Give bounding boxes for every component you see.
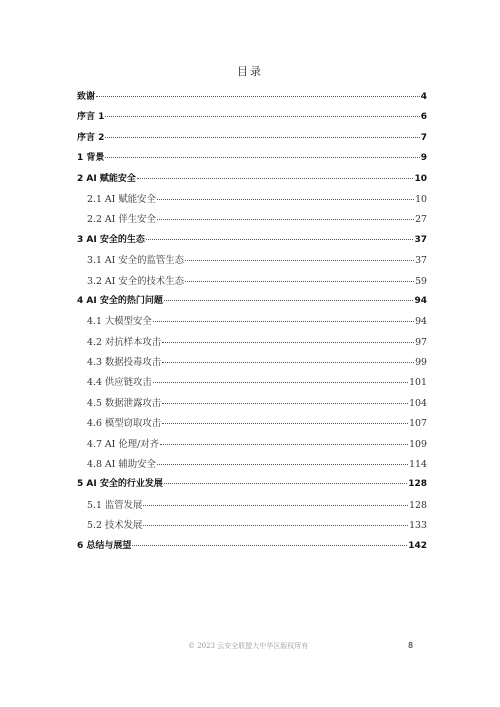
toc-entry-label: 6 总结与展望 <box>77 540 132 551</box>
toc-leader-dots <box>96 96 420 97</box>
toc-entry-label: 2 AI 赋能安全 <box>77 173 136 184</box>
toc-entry-page-number: 107 <box>409 418 427 430</box>
toc-leader-dots <box>157 464 408 465</box>
toc-entry-label: 4.7 AI 伦理/对齐 <box>87 438 160 450</box>
toc-entry-page-number: 94 <box>415 316 427 328</box>
footer-page-number: 8 <box>408 641 414 650</box>
toc-entry-page-number: 133 <box>409 520 427 532</box>
toc-entry-label: 1 背景 <box>77 153 105 164</box>
toc-entry-page-number: 37 <box>414 234 427 245</box>
toc-leader-dots <box>162 342 414 343</box>
toc-entry[interactable] <box>77 354 427 374</box>
toc-entry-page-number: 104 <box>409 397 427 409</box>
toc-leader-dots <box>146 239 414 240</box>
toc-entry[interactable] <box>77 232 427 252</box>
toc-entry[interactable] <box>77 334 427 354</box>
toc-entry-label: 4 AI 安全的热门问题 <box>77 295 163 306</box>
toc-entry[interactable] <box>77 395 427 415</box>
toc-entry-label: 4.4 供应链攻击 <box>87 377 152 389</box>
toc-entry[interactable] <box>77 273 427 293</box>
toc-entry[interactable] <box>77 191 427 211</box>
toc-entry[interactable] <box>77 476 427 496</box>
toc-entry-page-number: 6 <box>420 112 427 123</box>
toc-entry-page-number: 10 <box>415 193 427 205</box>
toc-entry[interactable] <box>77 171 427 191</box>
toc-leader-dots <box>132 545 407 546</box>
toc-entry-page-number: 128 <box>409 499 427 511</box>
toc-entry-label: 3 AI 安全的生态 <box>77 234 145 245</box>
toc-entry[interactable] <box>77 293 427 313</box>
toc-entry-page-number: 10 <box>414 173 427 184</box>
toc-leader-dots <box>162 423 408 424</box>
toc-leader-dots <box>164 300 414 301</box>
toc-entry-page-number: 59 <box>415 275 427 287</box>
toc-entry-page-number: 101 <box>409 377 427 389</box>
toc-leader-dots <box>143 505 408 506</box>
toc-entry-page-number: 97 <box>415 336 427 348</box>
toc-leader-dots <box>185 281 414 282</box>
toc-entry-label: 2.1 AI 赋能安全 <box>87 193 156 205</box>
toc-entry-label: 序言 1 <box>77 112 105 123</box>
toc-entry-page-number: 37 <box>415 255 427 267</box>
toc-entry-label: 4.5 数据泄露攻击 <box>87 397 162 409</box>
toc-leader-dots <box>105 157 419 158</box>
toc-leader-dots <box>160 444 408 445</box>
toc-entry-page-number: 114 <box>409 459 427 471</box>
toc-entry-label: 5 AI 安全的行业发展 <box>77 479 163 490</box>
table-of-contents <box>77 89 427 558</box>
toc-entry[interactable] <box>77 211 427 231</box>
toc-entry-page-number: 7 <box>420 132 427 143</box>
toc-leader-dots <box>185 260 414 261</box>
toc-entry[interactable] <box>77 374 427 394</box>
toc-leader-dots <box>157 199 414 200</box>
toc-entry-label: 4.8 AI 辅助安全 <box>87 459 156 471</box>
toc-entry[interactable] <box>77 456 427 476</box>
toc-entry[interactable] <box>77 538 427 558</box>
toc-entry-label: 3.2 AI 安全的技术生态 <box>87 275 184 287</box>
toc-entry[interactable] <box>77 89 427 109</box>
toc-entry[interactable] <box>77 150 427 170</box>
toc-entry-label: 4.6 模型窃取攻击 <box>87 418 162 430</box>
toc-entry-label: 4.3 数据投毒攻击 <box>87 357 162 369</box>
toc-entry-page-number: 142 <box>408 540 427 551</box>
toc-leader-dots <box>153 321 414 322</box>
toc-entry[interactable] <box>77 130 427 150</box>
footer-copyright: © 2023 云安全联盟大中华区版权所有 <box>188 642 309 650</box>
toc-entry-page-number: 94 <box>414 295 427 306</box>
toc-entry[interactable] <box>77 436 427 456</box>
toc-entry-label: 5.1 监管发展 <box>87 499 143 511</box>
toc-entry-label: 5.2 技术发展 <box>87 520 143 532</box>
toc-entry-page-number: 9 <box>420 153 427 164</box>
toc-leader-dots <box>105 137 419 138</box>
toc-entry[interactable] <box>77 517 427 537</box>
toc-entry-page-number: 4 <box>420 92 427 102</box>
toc-leader-dots <box>105 116 419 117</box>
toc-entry-label: 致谢 <box>77 92 96 102</box>
toc-leader-dots <box>157 219 414 220</box>
toc-leader-dots <box>143 525 408 526</box>
toc-entry-page-number: 109 <box>409 438 427 450</box>
toc-leader-dots <box>162 362 414 363</box>
toc-entry-label: 3.1 AI 安全的监管生态 <box>87 255 184 267</box>
toc-leader-dots <box>162 403 408 404</box>
toc-entry[interactable] <box>77 252 427 272</box>
page-title: 目录 <box>237 65 263 78</box>
toc-entry[interactable] <box>77 415 427 435</box>
toc-entry-label: 序言 2 <box>77 132 105 143</box>
toc-entry-page-number: 99 <box>415 357 427 369</box>
toc-entry-label: 2.2 AI 伴生安全 <box>87 214 156 226</box>
toc-entry[interactable] <box>77 497 427 517</box>
toc-entry[interactable] <box>77 313 427 333</box>
toc-entry-label: 4.1 大模型安全 <box>87 316 152 328</box>
toc-leader-dots <box>137 178 414 179</box>
toc-entry-label: 4.2 对抗样本攻击 <box>87 336 162 348</box>
toc-leader-dots <box>164 483 407 484</box>
toc-entry-page-number: 27 <box>415 214 427 226</box>
toc-entry-page-number: 128 <box>408 479 427 490</box>
toc-leader-dots <box>153 382 408 383</box>
toc-entry[interactable] <box>77 109 427 129</box>
